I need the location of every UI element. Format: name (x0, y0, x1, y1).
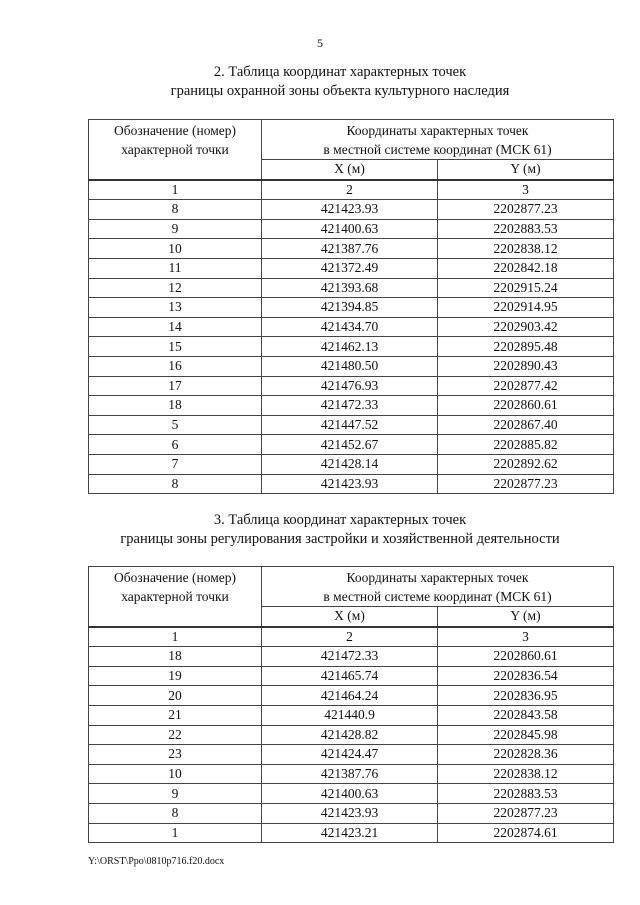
table-row (89, 317, 614, 337)
point-number-cell: 22 (89, 725, 262, 745)
point-designation-header (89, 120, 262, 180)
y-coordinate-cell: 2202914.95 (438, 298, 614, 318)
point-designation-header (89, 567, 262, 627)
y-coordinate-cell: 2202838.12 (438, 239, 614, 259)
column-number: 2 (262, 180, 438, 200)
y-coordinate-cell: 2202842.18 (438, 258, 614, 278)
point-number-cell: 14 (89, 317, 262, 337)
x-coordinate-cell: 421464.24 (262, 686, 438, 706)
point-number-cell: 9 (89, 784, 262, 804)
point-number-cell: 18 (89, 647, 262, 667)
table-row (89, 239, 614, 259)
table-row (89, 356, 614, 376)
point-number-cell: 20 (89, 686, 262, 706)
y-header: Y (м) (438, 607, 614, 627)
table-row (89, 396, 614, 416)
table-row (89, 784, 614, 804)
table-3-caption-line-1: 3. Таблица координат характерных точек (213, 512, 467, 528)
point-number-cell: 10 (89, 764, 262, 784)
x-coordinate-cell: 421423.93 (262, 200, 438, 220)
y-header: Y (м) (438, 160, 614, 180)
y-coordinate-cell: 2202877.23 (438, 474, 614, 494)
x-coordinate-cell: 421393.68 (262, 278, 438, 298)
y-coordinate-cell: 2202903.42 (438, 317, 614, 337)
x-coordinate-cell: 421387.76 (262, 239, 438, 259)
table-row (89, 376, 614, 396)
table-row (89, 337, 614, 357)
x-header: X (м) (262, 607, 438, 627)
y-coordinate-cell: 2202915.24 (438, 278, 614, 298)
point-number-cell: 21 (89, 705, 262, 725)
point-number-cell: 9 (89, 219, 262, 239)
table-3-coordinates (88, 566, 614, 843)
x-coordinate-cell: 421428.82 (262, 725, 438, 745)
y-coordinate-cell: 2202828.36 (438, 745, 614, 765)
y-coordinate-cell: 2202895.48 (438, 337, 614, 357)
table-header-row (89, 567, 614, 607)
x-coordinate-cell: 421452.67 (262, 435, 438, 455)
column-number: 1 (89, 627, 262, 647)
table-row (89, 745, 614, 765)
x-coordinate-cell: 421465.74 (262, 666, 438, 686)
file-path-footer: Y:\ORST\Ppo\0810p716.f20.docx (88, 856, 225, 867)
y-coordinate-cell: 2202877.23 (438, 803, 614, 823)
x-coordinate-cell: 421423.21 (262, 823, 438, 843)
x-coordinate-cell: 421394.85 (262, 298, 438, 318)
y-coordinate-cell: 2202885.82 (438, 435, 614, 455)
x-coordinate-cell: 421424.47 (262, 745, 438, 765)
y-coordinate-cell: 2202860.61 (438, 396, 614, 416)
table-row (89, 647, 614, 667)
table-row (89, 686, 614, 706)
table-row (89, 666, 614, 686)
x-coordinate-cell: 421428.14 (262, 454, 438, 474)
column-number-row (89, 627, 614, 647)
x-coordinate-cell: 421480.50 (262, 356, 438, 376)
header-text: характерной точки (121, 589, 229, 604)
point-number-cell: 23 (89, 745, 262, 765)
table-2-caption-line-1: 2. Таблица координат характерных точек (213, 64, 467, 80)
table-row (89, 219, 614, 239)
y-coordinate-cell: 2202838.12 (438, 764, 614, 784)
y-coordinate-cell: 2202883.53 (438, 784, 614, 804)
table-row (89, 454, 614, 474)
column-number: 3 (438, 180, 614, 200)
table-row (89, 474, 614, 494)
table-2-caption-line-2: границы охранной зоны объекта культурного наследия (170, 83, 510, 99)
x-coordinate-cell: 421434.70 (262, 317, 438, 337)
y-coordinate-cell: 2202877.23 (438, 200, 614, 220)
table-row (89, 764, 614, 784)
x-coordinate-cell: 421423.93 (262, 474, 438, 494)
header-text: Координаты характерных точек (346, 570, 529, 585)
x-coordinate-cell: 421372.49 (262, 258, 438, 278)
table-row (89, 725, 614, 745)
table-row (89, 803, 614, 823)
table-3-caption (60, 511, 620, 549)
header-text: Обозначение (номер) (114, 570, 236, 585)
page-number: 5 (317, 36, 323, 50)
header-text: в местной системе координат (МСК 61) (323, 589, 552, 604)
coordinates-header (262, 120, 614, 160)
y-coordinate-cell: 2202892.62 (438, 454, 614, 474)
point-number-cell: 11 (89, 258, 262, 278)
x-coordinate-cell: 421472.33 (262, 396, 438, 416)
y-coordinate-cell: 2202883.53 (438, 219, 614, 239)
y-coordinate-cell: 2202874.61 (438, 823, 614, 843)
point-number-cell: 8 (89, 803, 262, 823)
column-number-row (89, 180, 614, 200)
x-coordinate-cell: 421462.13 (262, 337, 438, 357)
table-row (89, 258, 614, 278)
y-coordinate-cell: 2202890.43 (438, 356, 614, 376)
x-coordinate-cell: 421440.9 (262, 705, 438, 725)
y-coordinate-cell: 2202845.98 (438, 725, 614, 745)
y-coordinate-cell: 2202843.58 (438, 705, 614, 725)
column-number: 1 (89, 180, 262, 200)
x-coordinate-cell: 421400.63 (262, 219, 438, 239)
point-number-cell: 18 (89, 396, 262, 416)
y-coordinate-cell: 2202836.54 (438, 666, 614, 686)
table-3-caption-line-2: границы зоны регулирования застройки и хозяйственной деятельности (120, 531, 560, 547)
header-text: характерной точки (121, 142, 229, 157)
table-row (89, 298, 614, 318)
x-coordinate-cell: 421476.93 (262, 376, 438, 396)
point-number-cell: 10 (89, 239, 262, 259)
y-coordinate-cell: 2202867.40 (438, 415, 614, 435)
y-coordinate-cell: 2202860.61 (438, 647, 614, 667)
table-row (89, 435, 614, 455)
point-number-cell: 8 (89, 474, 262, 494)
point-number-cell: 16 (89, 356, 262, 376)
table-2-coordinates (88, 119, 614, 494)
point-number-cell: 7 (89, 454, 262, 474)
point-number-cell: 19 (89, 666, 262, 686)
x-coordinate-cell: 421472.33 (262, 647, 438, 667)
coordinates-header (262, 567, 614, 607)
table-row (89, 705, 614, 725)
header-text: в местной системе координат (МСК 61) (323, 142, 552, 157)
x-coordinate-cell: 421447.52 (262, 415, 438, 435)
y-coordinate-cell: 2202836.95 (438, 686, 614, 706)
table-header-row (89, 120, 614, 160)
table-row (89, 278, 614, 298)
column-number: 3 (438, 627, 614, 647)
point-number-cell: 13 (89, 298, 262, 318)
x-coordinate-cell: 421400.63 (262, 784, 438, 804)
point-number-cell: 15 (89, 337, 262, 357)
x-coordinate-cell: 421423.93 (262, 803, 438, 823)
point-number-cell: 6 (89, 435, 262, 455)
point-number-cell: 17 (89, 376, 262, 396)
point-number-cell: 1 (89, 823, 262, 843)
x-header: X (м) (262, 160, 438, 180)
x-coordinate-cell: 421387.76 (262, 764, 438, 784)
column-number: 2 (262, 627, 438, 647)
table-2-caption (60, 63, 620, 101)
header-text: Обозначение (номер) (114, 123, 236, 138)
table-row (89, 200, 614, 220)
point-number-cell: 12 (89, 278, 262, 298)
point-number-cell: 5 (89, 415, 262, 435)
table-row (89, 415, 614, 435)
point-number-cell: 8 (89, 200, 262, 220)
y-coordinate-cell: 2202877.42 (438, 376, 614, 396)
header-text: Координаты характерных точек (346, 123, 529, 138)
table-row (89, 823, 614, 843)
